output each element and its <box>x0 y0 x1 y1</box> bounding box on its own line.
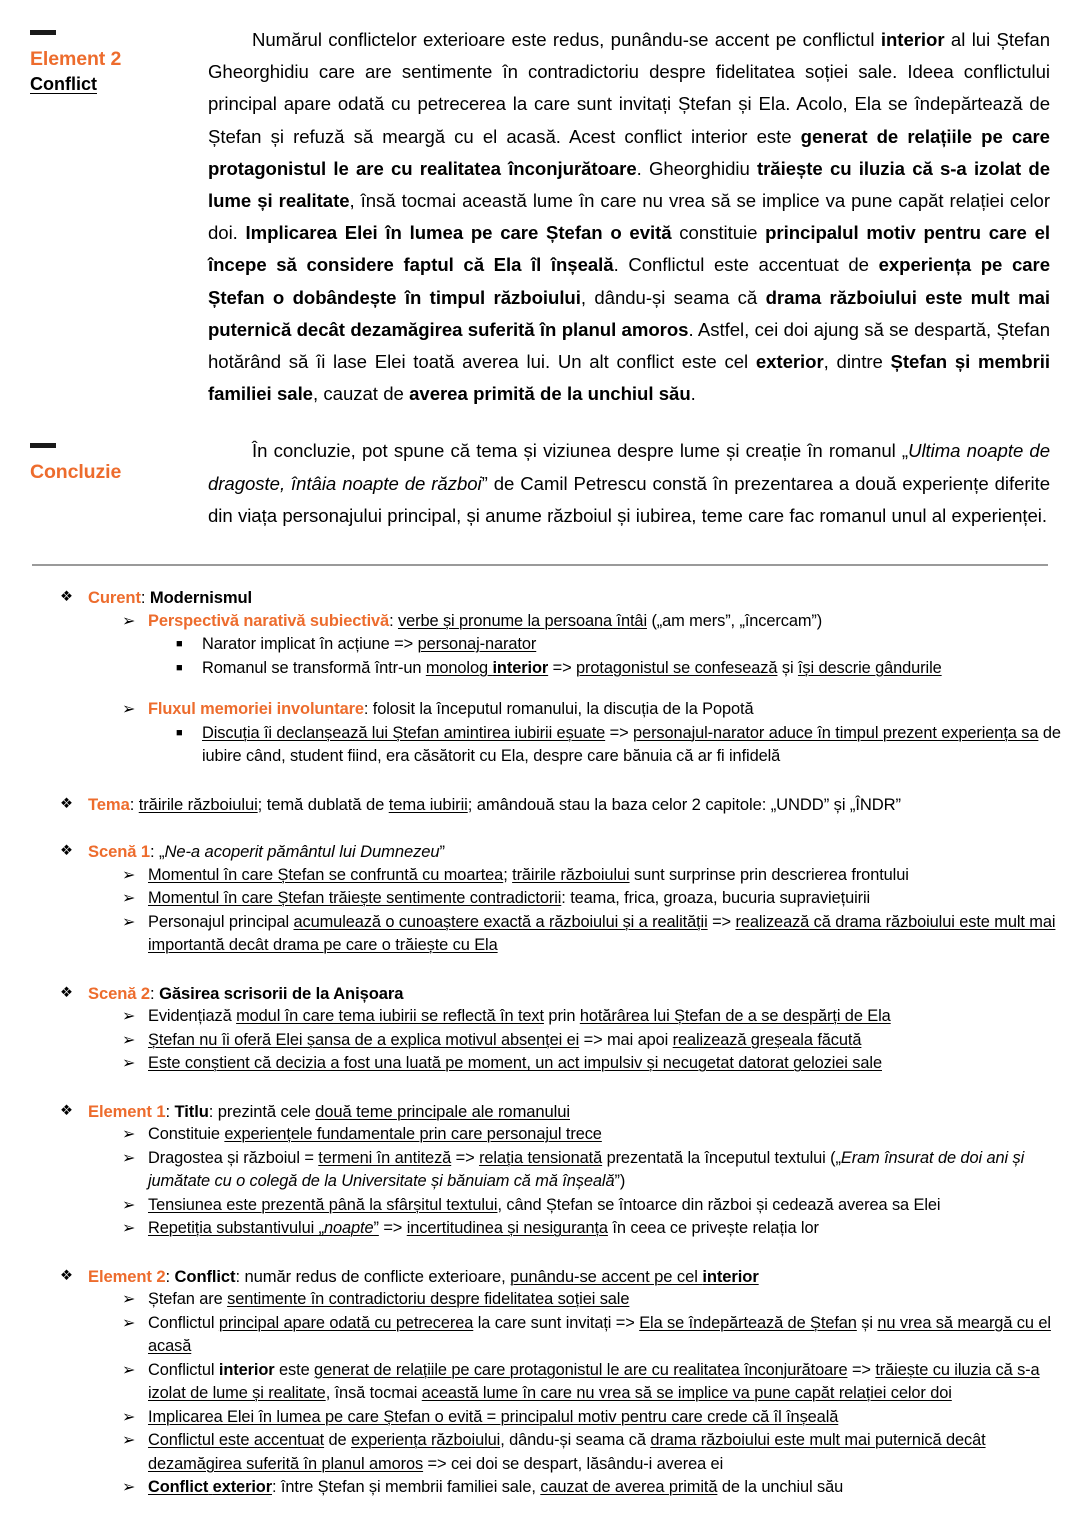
bullet-level2-icon: ➢ <box>122 1196 136 1214</box>
spacer <box>16 816 1064 840</box>
bullet-level2-icon: ➢ <box>122 1291 136 1309</box>
outline-item-text: Conflictul este accentuat de experiența războiului, dându-și seama că drama războiului este mult mai puternică decât dezamăgirea suferită în planul amoros => cei doi se despart, lăsându-i averea ei <box>148 1431 986 1473</box>
outline-item-text: Momentul în care Ștefan se confruntă cu moartea; trăirile războiului sunt surprinse prin descrierea frontului <box>148 865 909 884</box>
bullet-level1-icon: ❖ <box>60 843 73 860</box>
outline-item-text: Momentul în care Ștefan trăiește sentimente contradictorii: teama, frica, groaza, bucuria supraviețuirii <box>148 889 871 908</box>
outline-item-l2 <box>16 1359 1064 1406</box>
outline-item-text: Narator implicat în acțiune => personaj-narator <box>202 635 537 654</box>
bullet-level1-icon: ❖ <box>60 984 73 1001</box>
bullet-level3-icon: ■ <box>176 661 183 674</box>
essay-block-concluzie <box>30 435 1050 532</box>
outline-head-accent: Curent <box>88 588 141 608</box>
paragraph-concluzie-runs: În concluzie, pot spune că tema și viziunea despre lume și creație în romanul „Ultima noapte de dragoste, întâia noapte de război” de Camil Petrescu constă în prezentarea a două experiențe diferite din viața personajului principal, și anume războiul și iubirea, teme care fac romanul unul al experienței. <box>208 440 1051 526</box>
bullet-level3-icon: ■ <box>176 638 183 651</box>
bullet-level2-icon: ➢ <box>122 1031 136 1049</box>
bullet-level2-icon: ➢ <box>122 1149 136 1167</box>
outline-item-text: Perspectivă narativă subiectivă: verbe și pronume la persoana întâi („am mers”, „încercam”) <box>148 611 823 630</box>
outline-item-l2 <box>16 1147 1064 1194</box>
outline-item-text: Fluxul memoriei involuntare: folosit la începutul romanului, la discuția de la Popotă <box>148 700 754 719</box>
outline-item-l2 <box>16 1288 1064 1312</box>
paragraph-element2 <box>208 24 1050 410</box>
outline-item-l2 <box>16 1312 1064 1359</box>
bullet-level2-icon: ➢ <box>122 1361 136 1379</box>
gutter-title-element2: Element 2 <box>30 48 122 70</box>
bullet-level2-icon: ➢ <box>122 890 136 908</box>
outline-group-scena1 <box>16 840 1064 864</box>
outline-head-accent: Element 1 <box>88 1101 166 1121</box>
outline-item-l3 <box>16 633 1064 657</box>
outline-item-text: Romanul se transformă într-un monolog interior => protagonistul se confesează și își descrie gândurile <box>202 658 942 677</box>
bullet-level2-icon: ➢ <box>122 1220 136 1238</box>
outline-item-text: Conflict exterior: între Ștefan și membrii familiei sale, cauzat de averea primită de la unchiul său <box>148 1478 844 1497</box>
outline-item-text: Ștefan are sentimente în contradictoriu despre fidelitatea soției sale <box>148 1290 630 1309</box>
outline-item-l2 <box>16 1123 1064 1147</box>
outline-group-tema <box>16 793 1064 817</box>
outline-item-text: Repetiția substantivului „noapte” => incertitudinea și nesiguranța în ceea ce privește relația lor <box>148 1219 819 1238</box>
spacer <box>16 958 1064 982</box>
outline-item-text: Element 2: Conflict: număr redus de conflicte exterioare, punându-se accent pe cel interior <box>88 1266 759 1286</box>
outline-item-text: Curent: Modernismul <box>88 588 253 608</box>
outline-item-text: Implicarea Elei în lumea pe care Ștefan o evită = principalul motiv pentru care crede că îl înșeală <box>148 1407 839 1426</box>
bullet-level2-icon: ➢ <box>122 866 136 884</box>
bullet-level3-icon: ■ <box>176 726 183 739</box>
outline-item-text: Este conștient că decizia a fost una luată pe moment, un act impulsiv și necugetat datorat geloziei sale <box>148 1054 882 1073</box>
outline-group-element1 <box>16 1100 1064 1124</box>
outline-subitem-accent <box>16 698 1064 722</box>
gutter-element2 <box>30 24 208 96</box>
outline-item-l2 <box>16 911 1064 958</box>
spacer <box>16 680 1064 698</box>
outline-group-curent <box>16 586 1064 610</box>
outline-item-l2 <box>16 1052 1064 1076</box>
bullet-level2-icon: ➢ <box>122 1314 136 1332</box>
outline-head-accent: Element 2 <box>88 1266 166 1286</box>
bullet-level2-icon: ➢ <box>122 913 136 931</box>
outline-item-text: Discuția îi declanșează lui Ștefan amintirea iubirii eșuate => personajul-narator aduce în timpul prezent experiența sa de iubire când, student fiind, era căsătorit cu Ela, despre care bănuia că ar fi infidelă <box>202 723 1061 766</box>
bullet-level2-icon: ➢ <box>122 1126 136 1144</box>
outline-item-l2 <box>16 1194 1064 1218</box>
paragraph-element2-runs: Numărul conflictelor exterioare este redus, punându-se accent pe conflictul interior al lui Ștefan Gheorghidiu care are sentimente în contradictoriu despre fidelitatea soției sale. Ideea conflictului principal apare odată cu petrecerea la care sunt invitați Ștefan și Ela. Acolo, Ela se îndepărtează de Ștefan și refuză să meargă cu el acasă. Acest conflict interior este generat de relațiile pe care protagonistul le are cu realitatea înconjurătoare. Gheorghidiu trăiește cu iluzia că s-a izolat de lume și realitate, însă tocmai această lume în care nu vrea să se implice va pune capăt relației celor doi. Implicarea Elei în lumea pe care Ștefan o evită constituie principalul motiv pentru care el începe să considere faptul că Ela îl înșeală. Conflictul este accentuat de experiența pe care Ștefan o dobândește în timpul războiului, dându-și seama că drama războiului este mult mai puternică decât dezamăgirea suferită în planul amoros. Astfel, cei doi ajung să se despartă, Ștefan hotărând să îi lase Elei toată averea lui. Un alt conflict este cel exterior, dintre Ștefan și membrii familiei sale, cauzat de averea primită de la unchiul său. <box>208 29 1050 405</box>
outline-item-text: Evidențiază modul în care tema iubirii se reflectă în text prin hotărârea lui Ștefan de a se despărți de Ela <box>148 1007 891 1026</box>
outline-item-text: Tema: trăirile războiului; temă dublată de tema iubirii; amândouă stau la baza celor 2 capitole: „UNDD” și „ÎNDR” <box>88 794 901 814</box>
outline-item-text: Scenă 2: Găsirea scrisorii de la Anișoara <box>88 983 404 1003</box>
bullet-level1-icon: ❖ <box>60 795 73 812</box>
outline-item-text: Element 1: Titlu: prezintă cele două teme principale ale romanului <box>88 1101 570 1121</box>
outline-item-text: Personajul principal acumulează o cunoaștere exactă a războiului și a realității => realizează că drama războiului este mult mai importantă decât drama pe care o trăiește cu Ela <box>148 912 1056 955</box>
dash-marker-concluzie <box>30 443 56 448</box>
bullet-level2-icon: ➢ <box>122 1408 136 1426</box>
outline-head-accent: Scenă 2 <box>88 983 151 1003</box>
spacer <box>16 1076 1064 1100</box>
outline-item-l2 <box>16 1476 1064 1500</box>
paragraph-concluzie <box>208 435 1050 532</box>
outline-item-l2 <box>16 864 1064 888</box>
outline-item-l2 <box>16 1217 1064 1241</box>
essay-section <box>0 0 1080 532</box>
outline-section <box>0 566 1080 1500</box>
outline-group-element2 <box>16 1265 1064 1289</box>
bullet-level2-icon: ➢ <box>122 1008 136 1026</box>
outline-item-text: Constituie experiențele fundamentale prin care personajul trece <box>148 1125 602 1144</box>
outline-subhead-accent: Fluxul memoriei involuntare <box>148 700 364 719</box>
outline-item-text: Dragostea și războiul = termeni în antiteză => relația tensionată prezentată la începutul textului („Eram însurat de doi ani și jumătate cu o colegă de la Universitate și bănuiam că mă înșeală”) <box>148 1148 1025 1191</box>
outline-subhead-accent: Perspectivă narativă subiectivă <box>148 611 390 630</box>
outline-group-scena2 <box>16 982 1064 1006</box>
bullet-level1-icon: ❖ <box>60 1102 73 1119</box>
bullet-level1-icon: ❖ <box>60 1267 73 1284</box>
outline-item-text: Tensiunea este prezentă până la sfârșitul textului, când Ștefan se întoarce din război și cedează averea sa Elei <box>148 1195 941 1214</box>
bullet-level2-icon: ➢ <box>122 1055 136 1073</box>
outline-item-l3 <box>16 722 1064 769</box>
bullet-level2-icon: ➢ <box>122 701 136 719</box>
outline-head-accent: Scenă 1 <box>88 842 151 862</box>
outline-item-text: Scenă 1: „Ne-a acoperit pământul lui Dumnezeu” <box>88 842 445 862</box>
outline-item-l3 <box>16 657 1064 681</box>
outline-item-text: Conflictul interior este generat de relațiile pe care protagonistul le are cu realitatea înconjurătoare => trăiește cu iluzia că s-a izolat de lume și realitate, însă tocmai această lume în care nu vrea să se implice va pune capăt relației celor doi <box>148 1360 1040 1403</box>
outline-item-l2 <box>16 1406 1064 1430</box>
gutter-subtitle-conflict: Conflict <box>30 73 97 94</box>
outline-head-accent: Tema <box>88 794 130 814</box>
spacer <box>16 1241 1064 1265</box>
outline-item-l2 <box>16 1005 1064 1029</box>
dash-marker-element2 <box>30 30 56 35</box>
outline-item-text: Conflictul principal apare odată cu petrecerea la care sunt invitați => Ela se îndepărtează de Ștefan și nu vrea să meargă cu el acasă <box>148 1313 1051 1356</box>
bullet-level1-icon: ❖ <box>60 589 73 606</box>
outline-item-text: Ștefan nu îi oferă Elei șansa de a explica motivul absenței ei => mai apoi realizează greșeala făcută <box>148 1030 862 1049</box>
gutter-concluzie <box>30 435 208 485</box>
outline-item-l2 <box>16 1029 1064 1053</box>
bullet-level2-icon: ➢ <box>122 1479 136 1497</box>
spacer <box>16 769 1064 793</box>
bullet-level2-icon: ➢ <box>122 1432 136 1450</box>
outline-subitem-accent <box>16 610 1064 634</box>
essay-block-element2 <box>30 24 1050 410</box>
gutter-title-concluzie: Concluzie <box>30 461 122 484</box>
outline-item-l2 <box>16 1429 1064 1476</box>
outline-item-l2 <box>16 887 1064 911</box>
bullet-level2-icon: ➢ <box>122 612 136 630</box>
